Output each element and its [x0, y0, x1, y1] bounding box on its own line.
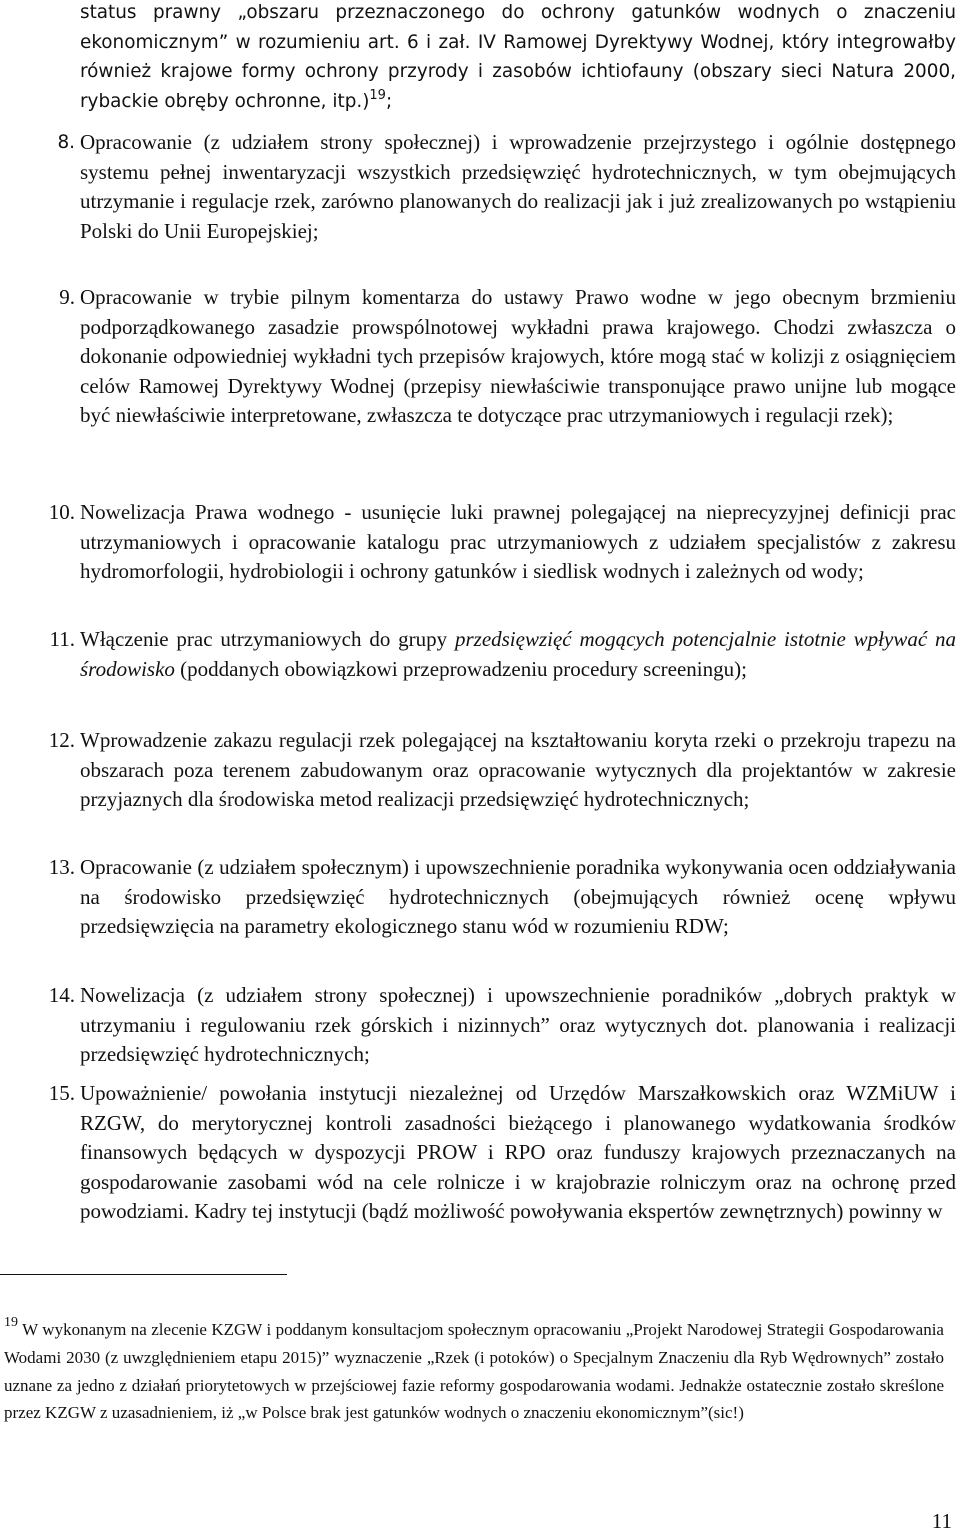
footnote-reference[interactable]: 19: [369, 87, 386, 103]
list-item: [48, 726, 956, 815]
list-item: [57, 128, 956, 246]
list-item-number: 15.: [48, 1081, 75, 1105]
list-item: [59, 283, 957, 431]
list-item-text: Nowelizacja Prawa wodnego - usunięcie luki prawnej polegającej na nieprecyzyjnej definicji prac utrzymaniowych i opracowanie katalogu prac utrzymaniowych z udziałem specjalistów z zakresu hydromorfologii, hydrobiologii i ochrony gatunków i siedlisk wodnych i zależnych od wody;: [80, 500, 956, 583]
list-item-number: 14.: [48, 983, 75, 1007]
list-item: [48, 498, 956, 587]
intro-paragraph: [80, 0, 956, 116]
intro-text: status prawny „obszaru przeznaczonego do ochrony gatunków wodnych o znaczeniu ekonomicznym” w rozumieniu art. 6 i zał. IV Ramowej Dyrektywy Wodnej, który integrowałby również krajowe formy ochrony przyrody i zasobów ichtiofauny (obszary sieci Natura 2000, rybackie obręby ochronne, itp.): [80, 2, 956, 112]
list-item-text: Opracowanie (z udziałem społecznym) i upowszechnienie poradnika wykonywania ocen oddziaływania na środowisko przedsięwzięć hydrotechnicznych (obejmujących również ocenę wpływu przedsięwzięcia na parametry ekologicznego stanu wód w rozumieniu RDW;: [80, 855, 956, 938]
list-item-number: 12.: [48, 728, 75, 752]
footnote-text: W wykonanym na zlecenie KZGW i poddanym konsultacjom społecznym opracowaniu „Projekt Narodowej Strategii Gospodarowania Wodami 2030 (z uwzględnieniem etapu 2015)” wyznaczenie „Rzek (i potoków) o Specjalnym Znaczeniu dla Ryb Wędrownych” zostało uznane za jedno z działań priorytetowych w przejściowej fazie reformy gospodarowania wodami. Jednakże ostatecznie zostało skreślone przez KZGW z uzasadnieniem, iż „w Polsce brak jest gatunków wodnych o znaczeniu ekonomicznym”(sic!): [4, 1320, 944, 1423]
list-item-text: Nowelizacja (z udziałem strony społecznej) i upowszechnienie poradników „dobrych praktyk w utrzymaniu i regulowaniu rzek górskich i nizinnych” oraz wytycznych dot. planowania i realizacji przedsięwzięć hydrotechnicznych;: [80, 983, 956, 1066]
list-item-number: 13.: [48, 855, 75, 879]
list-item: [48, 853, 956, 942]
list-item-number: 10.: [48, 500, 75, 524]
list-item-text-continued: (poddanych obowiązkowi przeprowadzeniu procedury screeningu);: [180, 656, 747, 681]
list-item-italic-text: przedsięwzięć mogących potencjalnie istotnie wpływać na środowisko: [80, 627, 956, 681]
list-item-number: 11.: [49, 627, 75, 651]
list-item-number: 9.: [59, 285, 75, 309]
list-item-text: Opracowanie w trybie pilnym komentarza do ustawy Prawo wodne w jego obecnym brzmieniu podporządkowanego zasadzie prowspólnotowej wykładni prawa krajowego.: [80, 285, 956, 339]
list-item-text: Wprowadzenie zakazu regulacji rzek polegającej na kształtowaniu koryta rzeki o przekroju trapezu na obszarach poza terenem zabudowanym oraz opracowanie wytycznych dla projektantów w zakresie przyjaznych dla środowiska metod realizacji przedsięwzięć hydrotechnicznych;: [80, 728, 956, 811]
footnote: [4, 1316, 944, 1427]
page-number: 11: [931, 1509, 952, 1533]
intro-tail: ;: [385, 90, 393, 112]
list-item-text: Opracowanie (z udziałem strony społecznej) i wprowadzenie przejrzystego i ogólnie dostępnego systemu pełnej inwentaryzacji wszystkich przedsięwzięć hydrotechnicznych, w tym obejmujących utrzymanie i regulacje rzek, zarówno planowanych do realizacji jak i już zrealizowanych po wstąpieniu Polski do Unii Europejskiej;: [80, 130, 956, 243]
list-item-text: Upoważnienie/ powołania instytucji niezależnej od Urzędów Marszałkowskich oraz WZMiUW i RZGW, do merytorycznej kontroli zasadności bieżącego i planowanego wydatkowania środków finansowych będących w dyspozycji PROW i RPO oraz funduszy krajowych przeznaczanych na gospodarowanie zasobami wód na cele rolnicze i w krajobrazie rolniczym oraz na ochronę przed powodziami. Kadry tej instytucji (bądź możliwość powoływania ekspertów zewnętrznych) powinny w: [80, 1081, 956, 1223]
list-item-number: 8.: [57, 132, 75, 153]
list-item: [48, 981, 956, 1070]
footnote-marker: 19: [4, 1315, 18, 1330]
footnote-divider: [0, 1274, 287, 1275]
list-item: [49, 625, 956, 684]
list-item-text: Włączenie prac utrzymaniowych do grupy: [80, 627, 448, 651]
list-item: [48, 1079, 956, 1227]
list-item-text-continued: Chodzi zwłaszcza o dokonanie odpowiedniej wykładni tych przepisów krajowych, które mogą stać w kolizji z osiągnięciem celów Ramowej Dyrektywy Wodnej (przepisy niewłaściwie transponujące prawo unijne lub mogące być niewłaściwie interpretowane, zwłaszcza te dotyczące prac utrzymaniowych i regulacji rzek);: [80, 314, 957, 427]
